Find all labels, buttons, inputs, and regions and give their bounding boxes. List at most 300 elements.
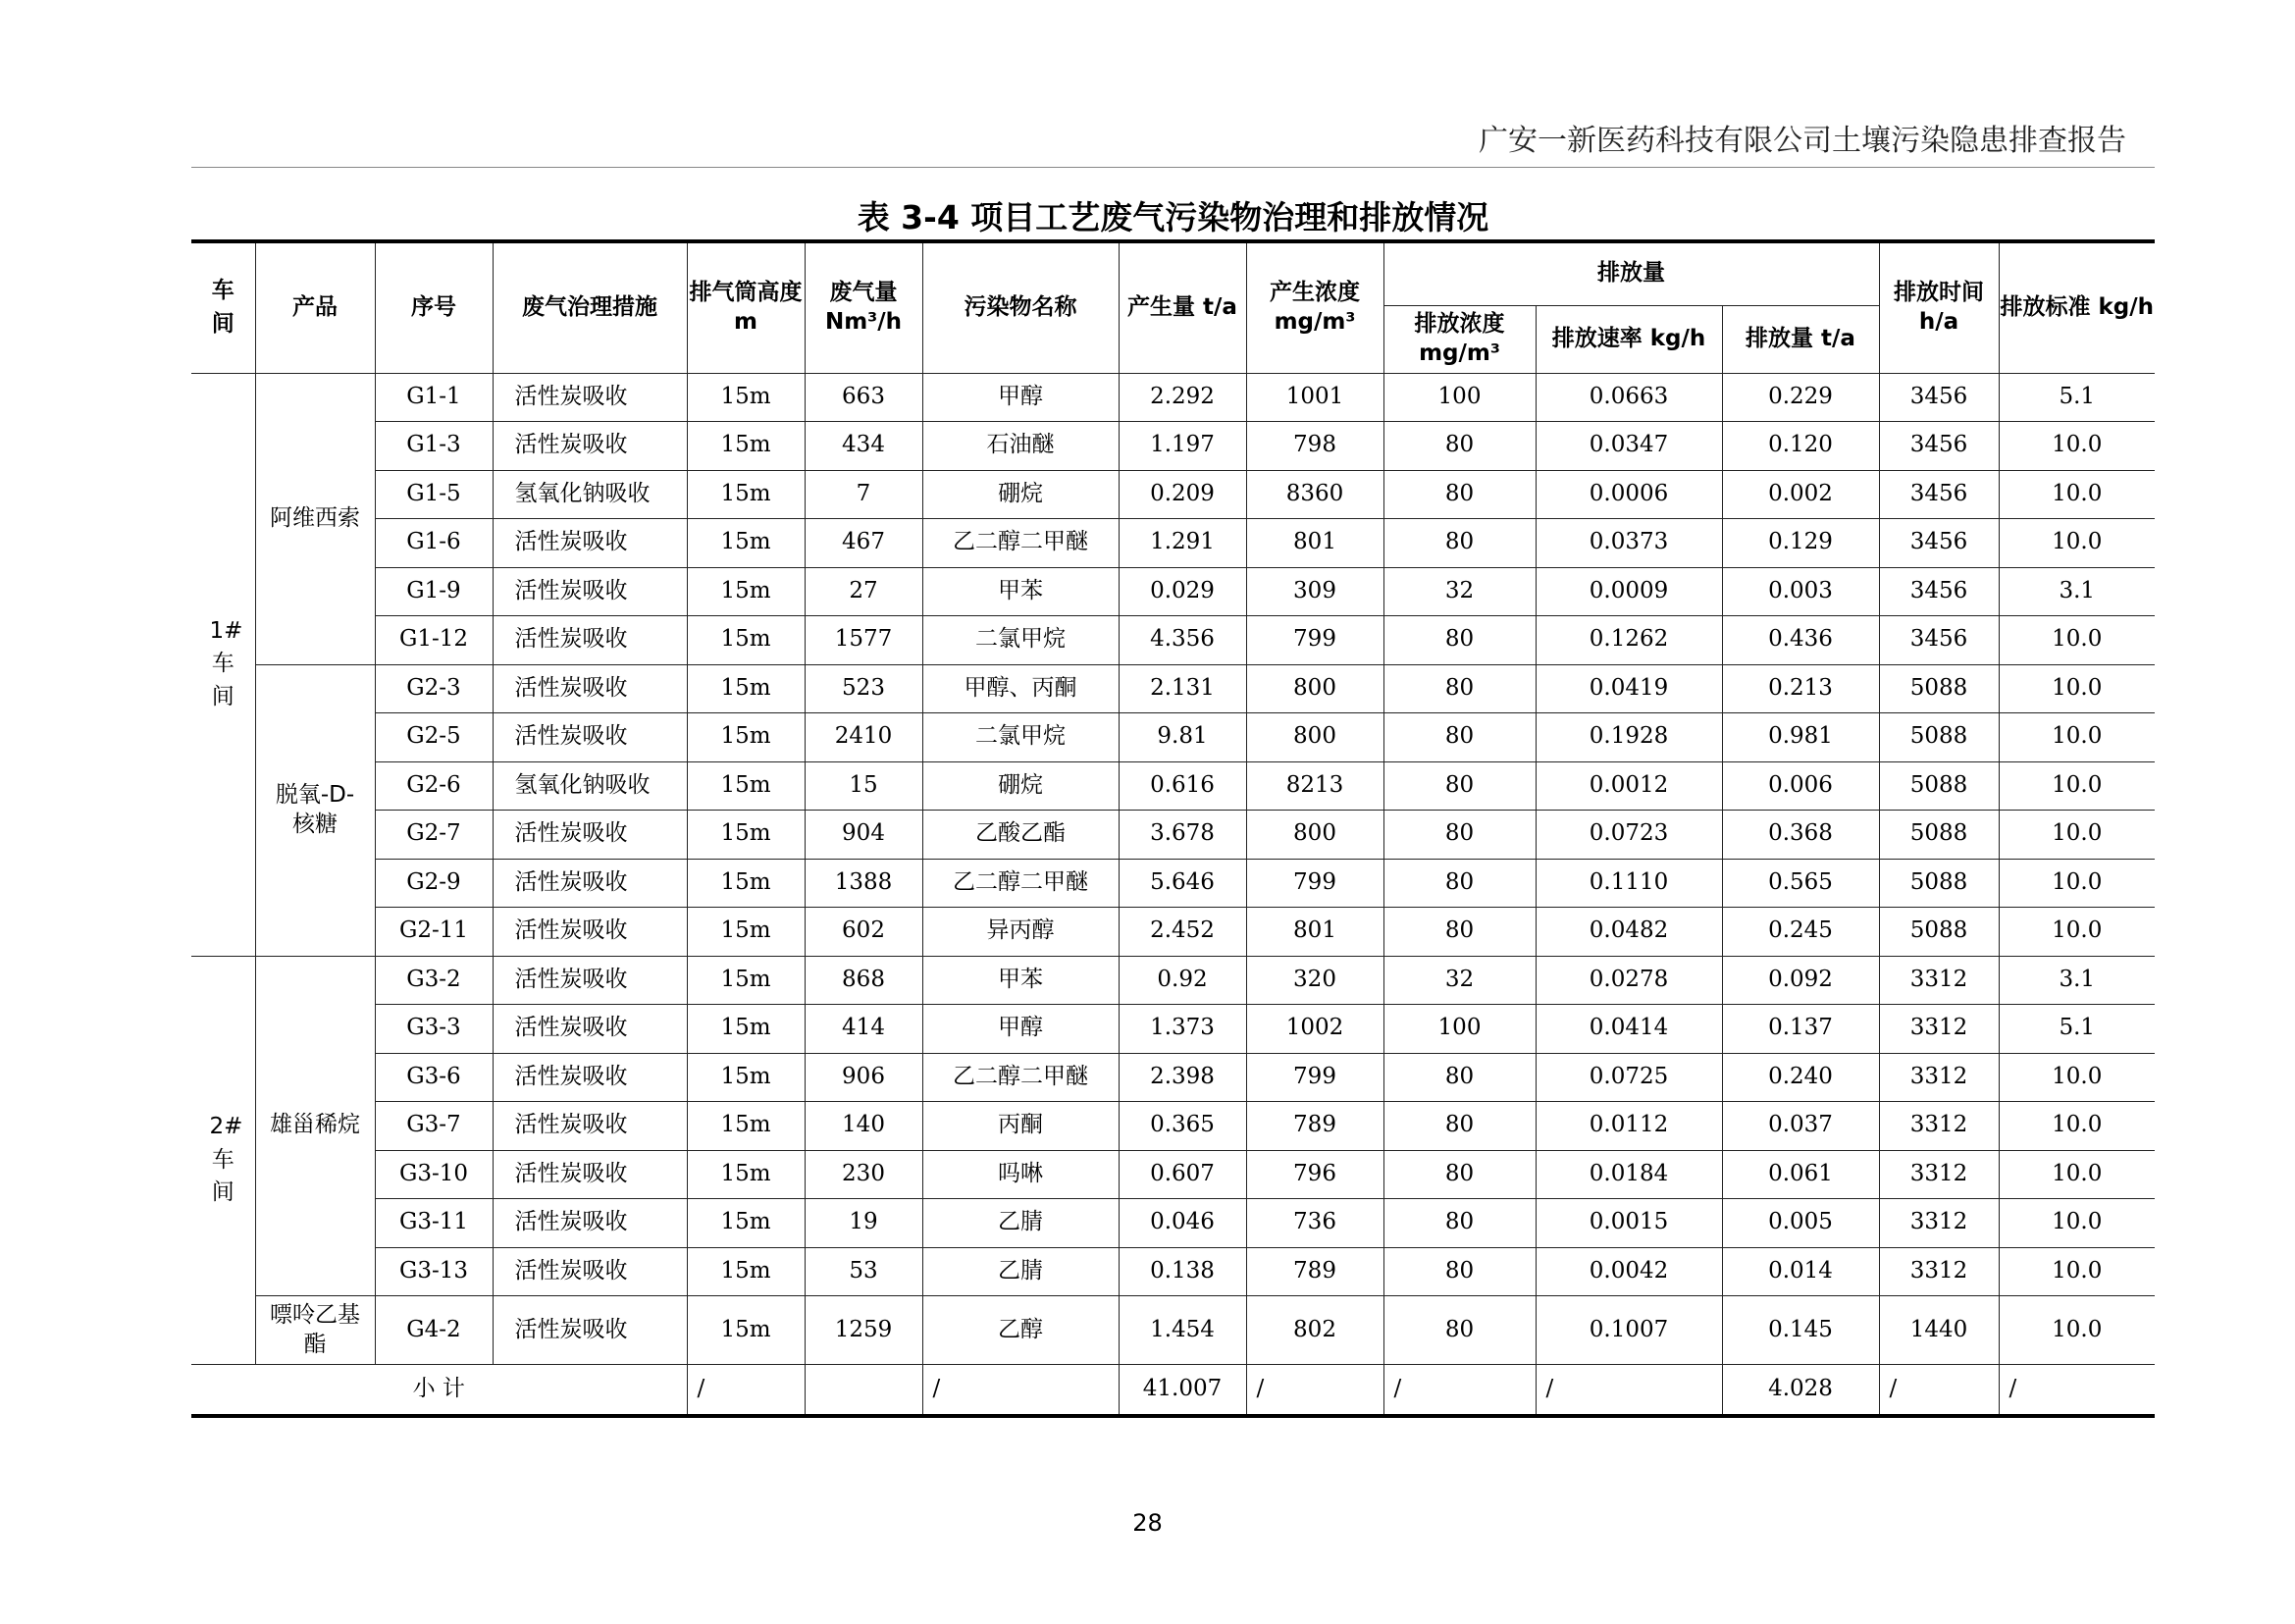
table-row <box>191 761 2155 811</box>
col-header-production: 产生量 t/a <box>1119 241 1246 373</box>
cell-production: 0.029 <box>1119 567 1246 616</box>
cell-gas-volume: 602 <box>805 908 922 957</box>
cell-emit-amount: 0.092 <box>1722 956 1879 1005</box>
cell-gas-volume: 7 <box>805 470 922 519</box>
cell-pollutant: 乙二醇二甲醚 <box>922 519 1119 568</box>
col-header-emit-rate: 排放速率 kg/h <box>1536 305 1722 373</box>
cell-emit-rate: 0.0419 <box>1536 664 1722 713</box>
cell-gas-volume: 434 <box>805 422 922 471</box>
cell-prod-conc: 800 <box>1246 664 1383 713</box>
cell-emit-conc: 80 <box>1383 761 1536 811</box>
cell-seq: G2-7 <box>375 811 493 860</box>
table-row <box>191 1296 2155 1365</box>
cell-pollutant: 甲苯 <box>922 956 1119 1005</box>
subtotal-emit-conc: / <box>1383 1365 1536 1416</box>
header-rule <box>191 167 2155 168</box>
cell-emit-amount: 0.003 <box>1722 567 1879 616</box>
cell-gas-volume: 1577 <box>805 616 922 665</box>
cell-emit-std: 10.0 <box>1999 1199 2155 1248</box>
subtotal-prod-conc: / <box>1246 1365 1383 1416</box>
cell-production: 0.209 <box>1119 470 1246 519</box>
cell-seq: G3-3 <box>375 1005 493 1054</box>
cell-measure: 活性炭吸收 <box>493 1296 687 1365</box>
cell-emit-time: 5088 <box>1879 811 1999 860</box>
cell-emit-rate: 0.0009 <box>1536 567 1722 616</box>
col-header-pollutant: 污染物名称 <box>922 241 1119 373</box>
cell-emit-rate: 0.0012 <box>1536 761 1722 811</box>
col-header-stack-height: 排气筒高度 m <box>687 241 805 373</box>
cell-emit-amount: 0.240 <box>1722 1053 1879 1102</box>
cell-pollutant: 乙二醇二甲醚 <box>922 859 1119 908</box>
cell-production: 2.452 <box>1119 908 1246 957</box>
cell-emit-rate: 0.1110 <box>1536 859 1722 908</box>
cell-emit-rate: 0.0723 <box>1536 811 1722 860</box>
cell-pollutant: 乙二醇二甲醚 <box>922 1053 1119 1102</box>
cell-emit-rate: 0.0184 <box>1536 1150 1722 1199</box>
cell-emit-std: 5.1 <box>1999 1005 2155 1054</box>
table-row <box>191 422 2155 471</box>
product-cell: 阿维西索 <box>255 373 375 664</box>
cell-stack-height: 15m <box>687 1247 805 1296</box>
cell-emit-conc: 80 <box>1383 422 1536 471</box>
cell-measure: 活性炭吸收 <box>493 1199 687 1248</box>
cell-seq: G1-3 <box>375 422 493 471</box>
cell-emit-conc: 80 <box>1383 1102 1536 1151</box>
cell-prod-conc: 799 <box>1246 616 1383 665</box>
cell-emit-std: 5.1 <box>1999 373 2155 422</box>
cell-seq: G1-9 <box>375 567 493 616</box>
cell-seq: G3-7 <box>375 1102 493 1151</box>
cell-emit-amount: 0.002 <box>1722 470 1879 519</box>
cell-seq: G4-2 <box>375 1296 493 1365</box>
table-row <box>191 956 2155 1005</box>
cell-emit-amount: 0.565 <box>1722 859 1879 908</box>
cell-prod-conc: 798 <box>1246 422 1383 471</box>
cell-stack-height: 15m <box>687 1199 805 1248</box>
cell-emit-rate: 0.0414 <box>1536 1005 1722 1054</box>
cell-pollutant: 甲醇 <box>922 1005 1119 1054</box>
cell-seq: G2-3 <box>375 664 493 713</box>
cell-emit-amount: 0.006 <box>1722 761 1879 811</box>
cell-emit-std: 10.0 <box>1999 908 2155 957</box>
cell-emit-time: 3312 <box>1879 1053 1999 1102</box>
cell-gas-volume: 523 <box>805 664 922 713</box>
cell-emit-std: 10.0 <box>1999 470 2155 519</box>
table-row <box>191 713 2155 762</box>
cell-production: 3.678 <box>1119 811 1246 860</box>
cell-pollutant: 硼烷 <box>922 761 1119 811</box>
cell-emit-amount: 0.981 <box>1722 713 1879 762</box>
col-header-emit-amount: 排放量 t/a <box>1722 305 1879 373</box>
product-cell: 嘌呤乙基酯 <box>255 1296 375 1365</box>
cell-emit-std: 10.0 <box>1999 519 2155 568</box>
cell-production: 2.398 <box>1119 1053 1246 1102</box>
cell-prod-conc: 8360 <box>1246 470 1383 519</box>
cell-emit-conc: 32 <box>1383 956 1536 1005</box>
cell-emit-rate: 0.0006 <box>1536 470 1722 519</box>
cell-prod-conc: 320 <box>1246 956 1383 1005</box>
cell-stack-height: 15m <box>687 664 805 713</box>
cell-emit-time: 3312 <box>1879 1005 1999 1054</box>
cell-measure: 活性炭吸收 <box>493 1102 687 1151</box>
cell-emit-time: 3456 <box>1879 422 1999 471</box>
cell-pollutant: 乙酸乙酯 <box>922 811 1119 860</box>
table-row <box>191 1053 2155 1102</box>
cell-production: 0.607 <box>1119 1150 1246 1199</box>
table-row <box>191 1150 2155 1199</box>
cell-emit-time: 3456 <box>1879 567 1999 616</box>
cell-stack-height: 15m <box>687 422 805 471</box>
col-header-workshop: 车间 <box>191 241 255 373</box>
cell-emit-rate: 0.0663 <box>1536 373 1722 422</box>
cell-measure: 氢氧化钠吸收 <box>493 470 687 519</box>
subtotal-emit-time: / <box>1879 1365 1999 1416</box>
cell-stack-height: 15m <box>687 859 805 908</box>
subtotal-label: 小 计 <box>191 1365 687 1416</box>
emission-table-wrapper <box>191 239 2155 1418</box>
cell-emit-rate: 0.0278 <box>1536 956 1722 1005</box>
cell-stack-height: 15m <box>687 761 805 811</box>
cell-pollutant: 甲苯 <box>922 567 1119 616</box>
cell-emit-std: 10.0 <box>1999 761 2155 811</box>
cell-measure: 活性炭吸收 <box>493 1150 687 1199</box>
cell-prod-conc: 736 <box>1246 1199 1383 1248</box>
table-row <box>191 859 2155 908</box>
cell-gas-volume: 467 <box>805 519 922 568</box>
col-header-emit-conc: 排放浓度 mg/m³ <box>1383 305 1536 373</box>
table-row <box>191 373 2155 422</box>
table-row <box>191 1102 2155 1151</box>
cell-emit-rate: 0.0373 <box>1536 519 1722 568</box>
cell-seq: G3-10 <box>375 1150 493 1199</box>
cell-emit-rate: 0.0042 <box>1536 1247 1722 1296</box>
cell-prod-conc: 800 <box>1246 713 1383 762</box>
cell-emit-amount: 0.245 <box>1722 908 1879 957</box>
cell-prod-conc: 309 <box>1246 567 1383 616</box>
cell-production: 1.454 <box>1119 1296 1246 1365</box>
cell-pollutant: 乙醇 <box>922 1296 1119 1365</box>
cell-emit-std: 10.0 <box>1999 616 2155 665</box>
cell-measure: 活性炭吸收 <box>493 422 687 471</box>
cell-emit-conc: 32 <box>1383 567 1536 616</box>
cell-gas-volume: 2410 <box>805 713 922 762</box>
cell-seq: G3-6 <box>375 1053 493 1102</box>
cell-prod-conc: 800 <box>1246 811 1383 860</box>
cell-emit-rate: 0.0112 <box>1536 1102 1722 1151</box>
cell-pollutant: 石油醚 <box>922 422 1119 471</box>
cell-seq: G1-5 <box>375 470 493 519</box>
table-row <box>191 1005 2155 1054</box>
cell-gas-volume: 53 <box>805 1247 922 1296</box>
cell-emit-amount: 0.213 <box>1722 664 1879 713</box>
subtotal-pollutant: / <box>922 1365 1119 1416</box>
cell-pollutant: 硼烷 <box>922 470 1119 519</box>
cell-emit-time: 1440 <box>1879 1296 1999 1365</box>
cell-production: 1.291 <box>1119 519 1246 568</box>
cell-stack-height: 15m <box>687 908 805 957</box>
cell-measure: 活性炭吸收 <box>493 373 687 422</box>
table-row <box>191 616 2155 665</box>
cell-gas-volume: 19 <box>805 1199 922 1248</box>
cell-pollutant: 二氯甲烷 <box>922 713 1119 762</box>
cell-stack-height: 15m <box>687 567 805 616</box>
cell-pollutant: 异丙醇 <box>922 908 1119 957</box>
cell-production: 4.356 <box>1119 616 1246 665</box>
cell-emit-conc: 80 <box>1383 1296 1536 1365</box>
cell-emit-time: 3456 <box>1879 519 1999 568</box>
cell-pollutant: 甲醇 <box>922 373 1119 422</box>
cell-prod-conc: 1001 <box>1246 373 1383 422</box>
cell-emit-amount: 0.229 <box>1722 373 1879 422</box>
cell-production: 0.138 <box>1119 1247 1246 1296</box>
cell-gas-volume: 230 <box>805 1150 922 1199</box>
cell-seq: G3-2 <box>375 956 493 1005</box>
cell-emit-amount: 0.037 <box>1722 1102 1879 1151</box>
col-header-emit-std: 排放标准 kg/h <box>1999 241 2155 373</box>
subtotal-stack-height: / <box>687 1365 805 1416</box>
cell-emit-rate: 0.1928 <box>1536 713 1722 762</box>
cell-emit-amount: 0.120 <box>1722 422 1879 471</box>
cell-emit-rate: 0.0482 <box>1536 908 1722 957</box>
table-caption: 表 3-4 项目工艺废气污染物治理和排放情况 <box>857 198 1489 236</box>
table-row <box>191 908 2155 957</box>
cell-gas-volume: 15 <box>805 761 922 811</box>
cell-gas-volume: 906 <box>805 1053 922 1102</box>
cell-stack-height: 15m <box>687 519 805 568</box>
col-header-seq: 序号 <box>375 241 493 373</box>
cell-emit-amount: 0.129 <box>1722 519 1879 568</box>
cell-emit-conc: 80 <box>1383 1199 1536 1248</box>
cell-emit-conc: 80 <box>1383 811 1536 860</box>
cell-gas-volume: 1259 <box>805 1296 922 1365</box>
table-row <box>191 1199 2155 1248</box>
cell-stack-height: 15m <box>687 1150 805 1199</box>
cell-seq: G1-6 <box>375 519 493 568</box>
cell-measure: 活性炭吸收 <box>493 519 687 568</box>
cell-emit-time: 5088 <box>1879 908 1999 957</box>
page-number: 28 <box>1132 1509 1163 1537</box>
table-row <box>191 519 2155 568</box>
cell-seq: G1-1 <box>375 373 493 422</box>
cell-emit-conc: 80 <box>1383 713 1536 762</box>
table-row <box>191 470 2155 519</box>
product-cell: 雄甾稀烷 <box>255 956 375 1296</box>
cell-pollutant: 丙酮 <box>922 1102 1119 1151</box>
cell-production: 0.616 <box>1119 761 1246 811</box>
cell-emit-conc: 80 <box>1383 470 1536 519</box>
cell-measure: 活性炭吸收 <box>493 713 687 762</box>
cell-emit-rate: 0.1262 <box>1536 616 1722 665</box>
cell-emit-conc: 80 <box>1383 664 1536 713</box>
cell-emit-amount: 0.436 <box>1722 616 1879 665</box>
report-header-title: 广安一新医药科技有限公司土壤污染隐患排查报告 <box>1479 124 2126 158</box>
cell-measure: 活性炭吸收 <box>493 811 687 860</box>
cell-emit-std: 10.0 <box>1999 422 2155 471</box>
cell-seq: G2-11 <box>375 908 493 957</box>
cell-emit-time: 3312 <box>1879 956 1999 1005</box>
cell-gas-volume: 27 <box>805 567 922 616</box>
cell-prod-conc: 801 <box>1246 908 1383 957</box>
cell-emit-std: 10.0 <box>1999 664 2155 713</box>
cell-prod-conc: 801 <box>1246 519 1383 568</box>
cell-pollutant: 二氯甲烷 <box>922 616 1119 665</box>
cell-stack-height: 15m <box>687 1053 805 1102</box>
cell-gas-volume: 663 <box>805 373 922 422</box>
cell-emit-amount: 0.014 <box>1722 1247 1879 1296</box>
cell-production: 0.92 <box>1119 956 1246 1005</box>
cell-seq: G2-6 <box>375 761 493 811</box>
workshop-cell: 1#车间 <box>191 373 255 956</box>
cell-prod-conc: 8213 <box>1246 761 1383 811</box>
cell-emit-amount: 0.145 <box>1722 1296 1879 1365</box>
cell-gas-volume: 414 <box>805 1005 922 1054</box>
cell-emit-std: 10.0 <box>1999 1102 2155 1151</box>
cell-emit-std: 10.0 <box>1999 859 2155 908</box>
cell-emit-time: 3312 <box>1879 1150 1999 1199</box>
cell-production: 5.646 <box>1119 859 1246 908</box>
cell-production: 9.81 <box>1119 713 1246 762</box>
cell-pollutant: 吗啉 <box>922 1150 1119 1199</box>
cell-seq: G3-13 <box>375 1247 493 1296</box>
cell-emit-std: 3.1 <box>1999 956 2155 1005</box>
cell-stack-height: 15m <box>687 956 805 1005</box>
cell-gas-volume: 1388 <box>805 859 922 908</box>
cell-emit-conc: 80 <box>1383 908 1536 957</box>
table-row <box>191 567 2155 616</box>
cell-gas-volume: 904 <box>805 811 922 860</box>
table-row <box>191 811 2155 860</box>
cell-stack-height: 15m <box>687 373 805 422</box>
cell-emit-time: 5088 <box>1879 761 1999 811</box>
cell-stack-height: 15m <box>687 811 805 860</box>
cell-emit-rate: 0.0347 <box>1536 422 1722 471</box>
subtotal-emit-std: / <box>1999 1365 2155 1416</box>
cell-emit-amount: 0.137 <box>1722 1005 1879 1054</box>
cell-production: 0.365 <box>1119 1102 1246 1151</box>
cell-prod-conc: 799 <box>1246 1053 1383 1102</box>
cell-emit-time: 3456 <box>1879 616 1999 665</box>
cell-emit-time: 3312 <box>1879 1102 1999 1151</box>
cell-emit-std: 10.0 <box>1999 811 2155 860</box>
cell-stack-height: 15m <box>687 1005 805 1054</box>
cell-measure: 活性炭吸收 <box>493 664 687 713</box>
cell-prod-conc: 802 <box>1246 1296 1383 1365</box>
col-header-product: 产品 <box>255 241 375 373</box>
cell-seq: G2-5 <box>375 713 493 762</box>
table-row <box>191 664 2155 713</box>
cell-emit-std: 3.1 <box>1999 567 2155 616</box>
cell-measure: 活性炭吸收 <box>493 956 687 1005</box>
table-row <box>191 1247 2155 1296</box>
col-header-gas-volume: 废气量 Nm³/h <box>805 241 922 373</box>
cell-emit-time: 5088 <box>1879 713 1999 762</box>
cell-emit-rate: 0.0725 <box>1536 1053 1722 1102</box>
cell-seq: G1-12 <box>375 616 493 665</box>
cell-emit-rate: 0.0015 <box>1536 1199 1722 1248</box>
cell-emit-conc: 80 <box>1383 1150 1536 1199</box>
subtotal-production: 41.007 <box>1119 1365 1246 1416</box>
cell-pollutant: 甲醇、丙酮 <box>922 664 1119 713</box>
cell-emit-std: 10.0 <box>1999 1053 2155 1102</box>
emission-table <box>191 239 2155 1418</box>
cell-emit-std: 10.0 <box>1999 1247 2155 1296</box>
workshop-cell: 2#车间 <box>191 956 255 1365</box>
cell-emit-std: 10.0 <box>1999 1150 2155 1199</box>
emission-table-body <box>191 373 2155 1416</box>
cell-measure: 活性炭吸收 <box>493 1005 687 1054</box>
cell-emit-conc: 100 <box>1383 373 1536 422</box>
cell-measure: 活性炭吸收 <box>493 908 687 957</box>
cell-stack-height: 15m <box>687 616 805 665</box>
col-header-prod-conc: 产生浓度 mg/m³ <box>1246 241 1383 373</box>
cell-measure: 活性炭吸收 <box>493 1053 687 1102</box>
cell-emit-time: 5088 <box>1879 664 1999 713</box>
cell-prod-conc: 789 <box>1246 1102 1383 1151</box>
product-cell: 脱氧-D-核糖 <box>255 664 375 956</box>
cell-emit-conc: 80 <box>1383 1053 1536 1102</box>
cell-production: 1.373 <box>1119 1005 1246 1054</box>
cell-emit-amount: 0.061 <box>1722 1150 1879 1199</box>
cell-measure: 活性炭吸收 <box>493 1247 687 1296</box>
cell-emit-conc: 80 <box>1383 616 1536 665</box>
cell-stack-height: 15m <box>687 713 805 762</box>
cell-measure: 氢氧化钠吸收 <box>493 761 687 811</box>
cell-production: 2.292 <box>1119 373 1246 422</box>
cell-production: 2.131 <box>1119 664 1246 713</box>
cell-prod-conc: 799 <box>1246 859 1383 908</box>
cell-stack-height: 15m <box>687 1296 805 1365</box>
cell-production: 0.046 <box>1119 1199 1246 1248</box>
cell-seq: G3-11 <box>375 1199 493 1248</box>
subtotal-gas-volume <box>805 1365 922 1416</box>
cell-prod-conc: 796 <box>1246 1150 1383 1199</box>
cell-production: 1.197 <box>1119 422 1246 471</box>
cell-measure: 活性炭吸收 <box>493 859 687 908</box>
subtotal-row <box>191 1365 2155 1416</box>
cell-gas-volume: 140 <box>805 1102 922 1151</box>
cell-prod-conc: 789 <box>1246 1247 1383 1296</box>
cell-emit-time: 3456 <box>1879 470 1999 519</box>
cell-emit-rate: 0.1007 <box>1536 1296 1722 1365</box>
cell-emit-std: 10.0 <box>1999 1296 2155 1365</box>
subtotal-emit-amount: 4.028 <box>1722 1365 1879 1416</box>
cell-measure: 活性炭吸收 <box>493 567 687 616</box>
cell-emit-amount: 0.368 <box>1722 811 1879 860</box>
col-header-measure: 废气治理措施 <box>493 241 687 373</box>
cell-emit-time: 3312 <box>1879 1247 1999 1296</box>
cell-emit-std: 10.0 <box>1999 713 2155 762</box>
cell-emit-amount: 0.005 <box>1722 1199 1879 1248</box>
cell-measure: 活性炭吸收 <box>493 616 687 665</box>
cell-emit-conc: 80 <box>1383 519 1536 568</box>
cell-stack-height: 15m <box>687 1102 805 1151</box>
subtotal-emit-rate: / <box>1536 1365 1722 1416</box>
cell-pollutant: 乙腈 <box>922 1199 1119 1248</box>
col-header-emit-time: 排放时间 h/a <box>1879 241 1999 373</box>
cell-gas-volume: 868 <box>805 956 922 1005</box>
cell-prod-conc: 1002 <box>1246 1005 1383 1054</box>
col-header-emission-group: 排放量 <box>1383 241 1879 305</box>
cell-emit-time: 5088 <box>1879 859 1999 908</box>
cell-emit-conc: 100 <box>1383 1005 1536 1054</box>
cell-pollutant: 乙腈 <box>922 1247 1119 1296</box>
cell-emit-conc: 80 <box>1383 1247 1536 1296</box>
cell-emit-time: 3456 <box>1879 373 1999 422</box>
cell-stack-height: 15m <box>687 470 805 519</box>
cell-seq: G2-9 <box>375 859 493 908</box>
cell-emit-time: 3312 <box>1879 1199 1999 1248</box>
cell-emit-conc: 80 <box>1383 859 1536 908</box>
